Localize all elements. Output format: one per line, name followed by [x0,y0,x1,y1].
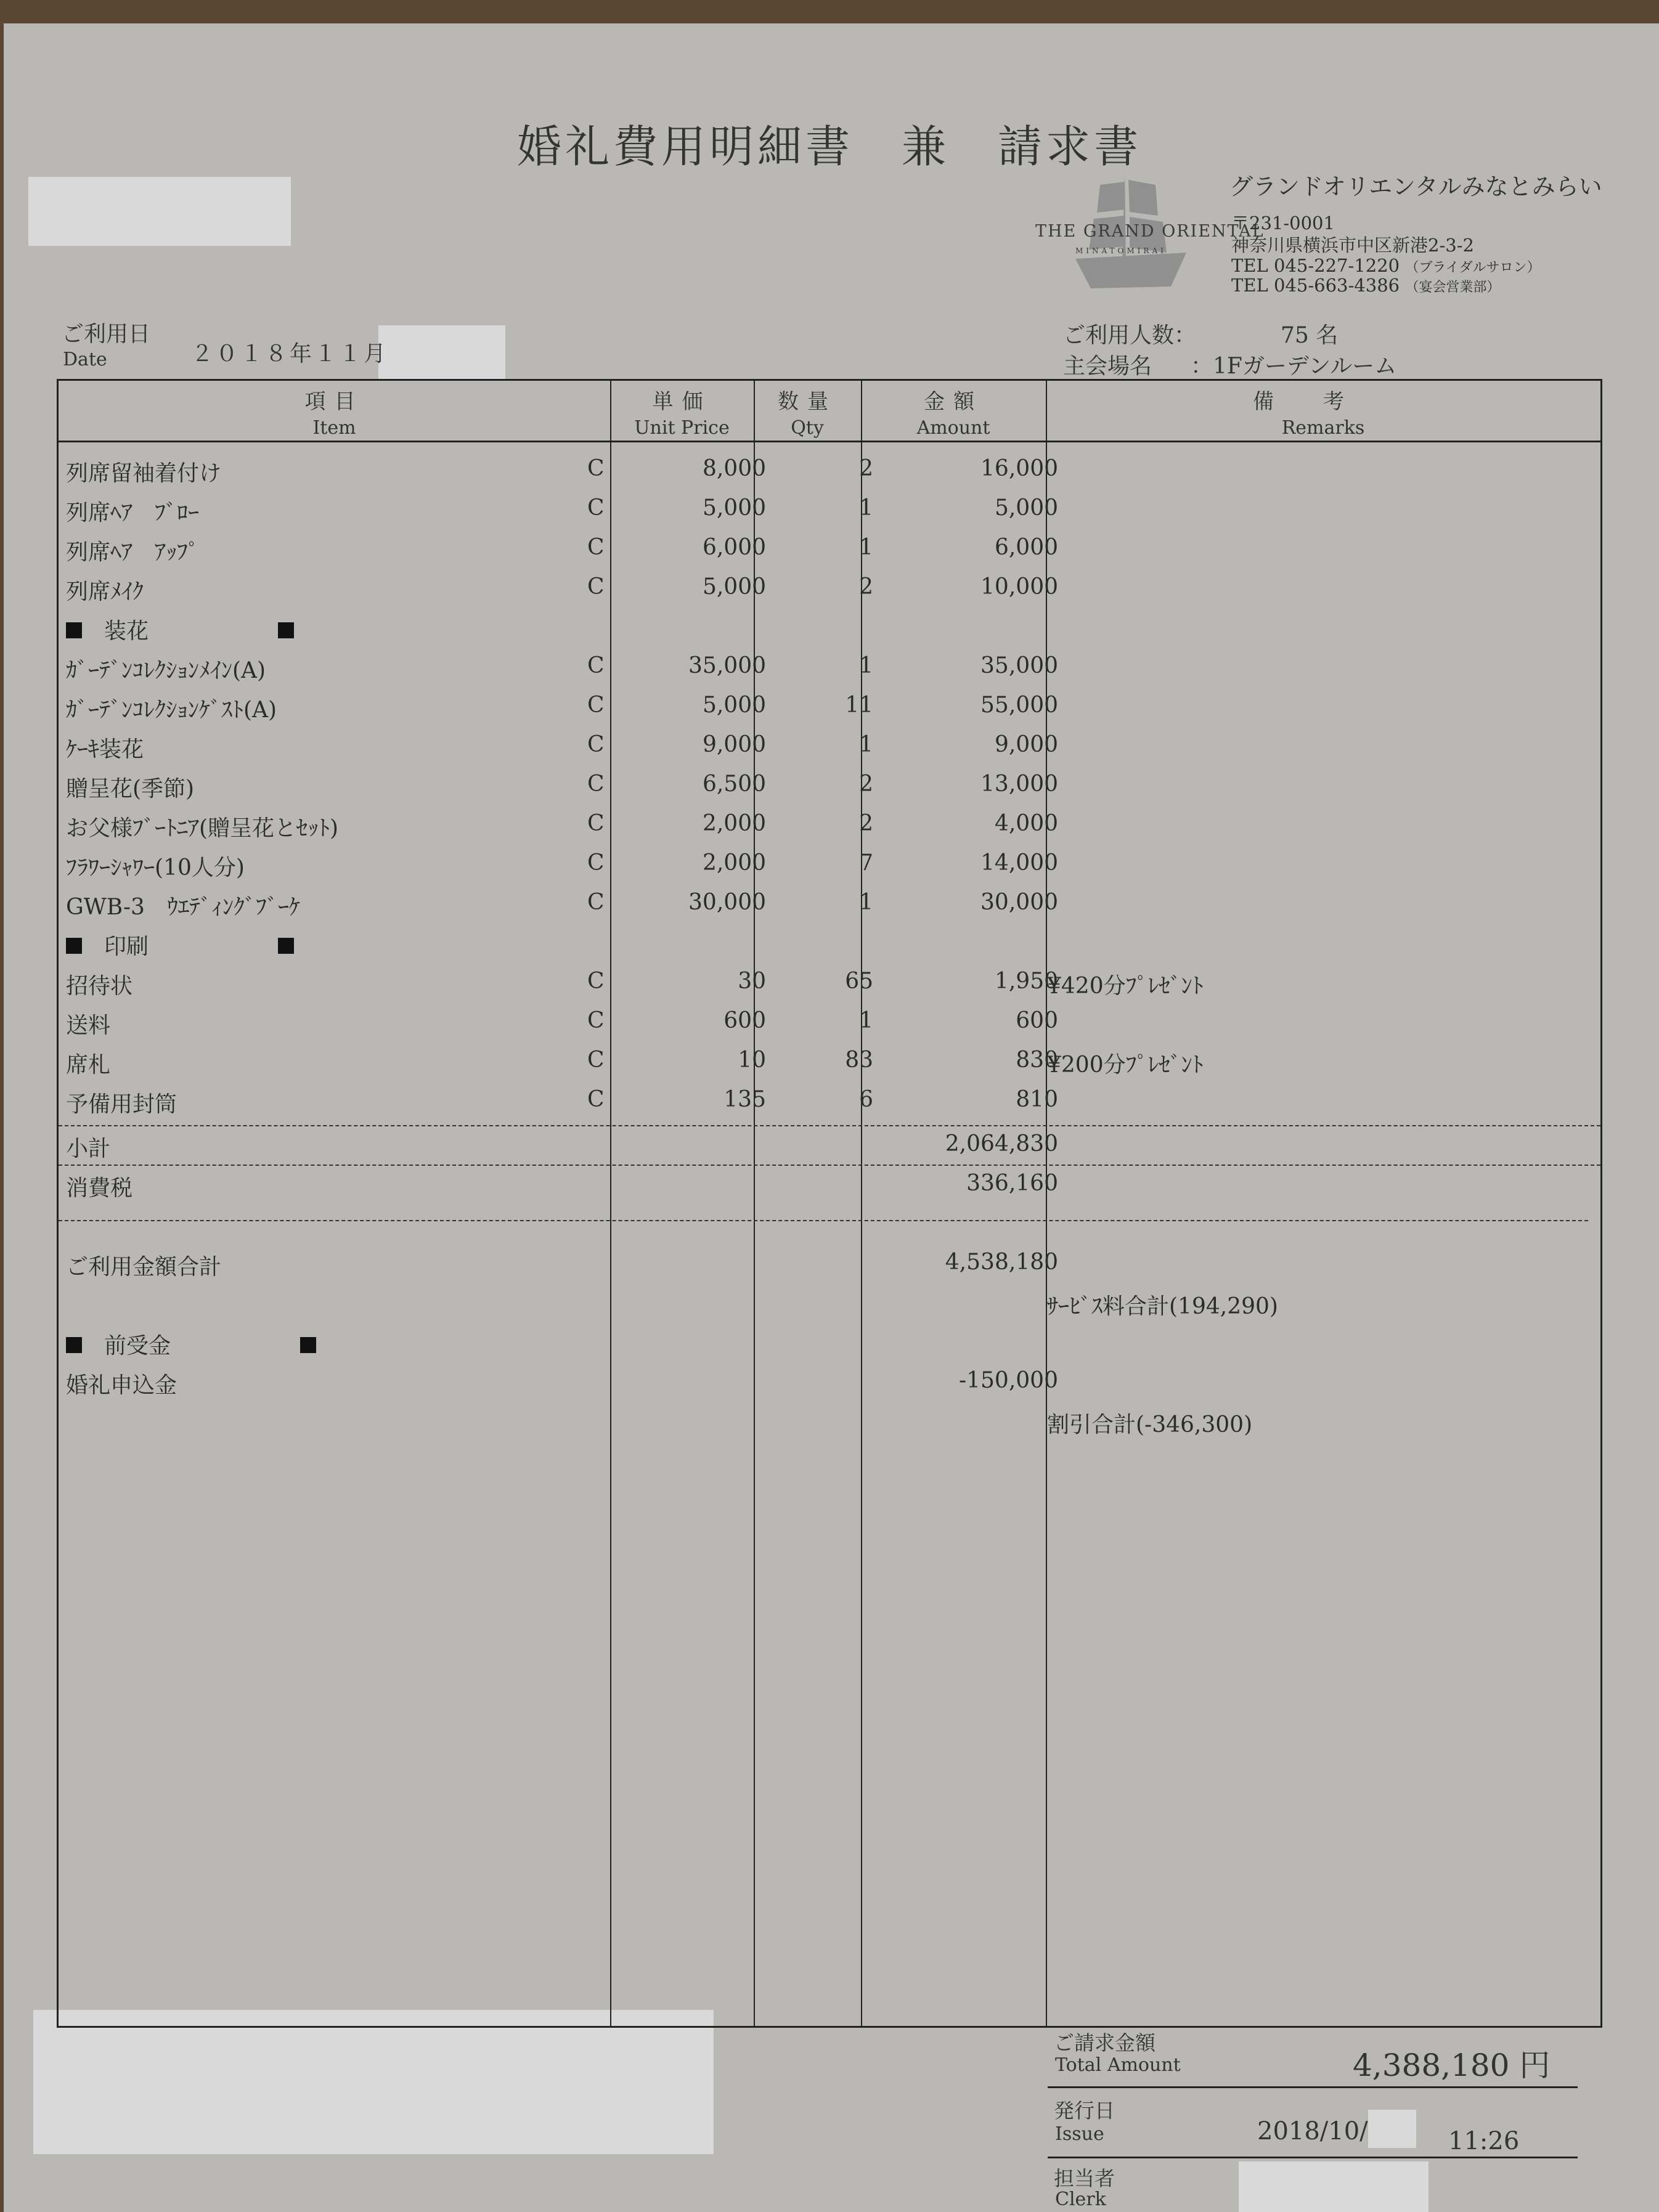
item-code: C [587,1008,605,1033]
item-name: ｶﾞｰﾃﾞﾝｺﾚｸｼｮﾝｹﾞｽﾄ(A) [66,697,277,723]
quantity: 7 [859,850,873,876]
section-heading: 印刷 [66,929,294,961]
company-address: 神奈川県横浜市中区新港2-3-2 [1231,235,1474,256]
unit-price: 35,000 [688,653,766,678]
quantity: 1 [859,653,873,678]
table-row [59,1041,1600,1081]
square-bullet-icon [66,1337,82,1353]
item-name: GWB-3 ｳｴﾃﾞｨﾝｸﾞﾌﾞｰｹ [66,895,300,920]
service-row [59,1283,1600,1322]
item-code: C [587,535,605,560]
unit-price: 30,000 [688,890,766,915]
quantity: 1 [859,732,873,757]
item-code: C [587,850,605,876]
subtotal-label: 小計 [66,1136,111,1161]
quantity: 1 [859,1008,873,1033]
table-row [59,686,1600,726]
item-code: C [587,771,605,797]
advance-section-row [59,1322,1600,1362]
service-note: ｻｰﾋﾞｽ料合計(194,290) [1047,1294,1278,1319]
unit-price: 6,500 [702,771,766,797]
issue-time: 11:26 [1448,2127,1520,2155]
item-name: 送料 [66,1013,111,1038]
unit-price: 2,000 [702,850,766,876]
item-code: C [587,653,605,678]
unit-price: 9,000 [702,732,766,757]
table-row [59,726,1600,765]
amount: 5,000 [994,495,1058,521]
total-divider [59,1220,1588,1221]
table-row [59,765,1600,805]
issue-label-en: Issue [1055,2123,1104,2145]
amount: 35,000 [980,653,1058,678]
header-remarks: 備考 Remarks [1253,389,1393,439]
tax-row [59,1165,1600,1204]
item-name: ｹｰｷ装花 [66,737,144,762]
redacted-customer-name [28,177,291,246]
unit-price: 6,000 [702,535,766,560]
item-name: 贈呈花(季節) [66,776,195,802]
remarks: ¥420分ﾌﾟﾚｾﾞﾝﾄ [1047,974,1204,999]
table-row [59,1002,1600,1041]
item-code: C [587,693,605,718]
discount-row [59,1401,1600,1441]
square-bullet-icon [300,1337,316,1353]
document-title: 婚礼費用明細書 兼 請求書 [516,121,1142,173]
section-row [59,608,1600,647]
unit-price: 5,000 [702,693,766,718]
section-heading: 前受金 [66,1328,316,1360]
billing-label-en: Total Amount [1055,2054,1181,2076]
clerk-label: 担当者 [1054,2166,1115,2190]
venue-label: 主会場名 [1063,354,1152,379]
amount: 55,000 [980,693,1058,718]
item-name: ﾌﾗﾜｰｼｬﾜｰ(10人分) [66,855,245,880]
billing-label: ご請求金額 [1054,2031,1156,2055]
total-label: ご利用金額合計 [66,1254,222,1280]
redacted-issue-day [1368,2110,1416,2148]
amount: 4,000 [994,811,1058,836]
deposit-row [59,1362,1600,1401]
item-code: C [587,574,605,600]
quantity: 1 [859,495,873,521]
item-name: 予備用封筒 [66,1092,177,1117]
header-divider [59,441,1600,442]
table-row [59,1081,1600,1120]
table-row [59,805,1600,844]
deposit-label: 婚礼申込金 [66,1373,177,1398]
subtotal-row [59,1125,1600,1165]
quantity: 1 [859,890,873,915]
unit-price: 10 [738,1047,766,1073]
footer-divider [1048,2157,1578,2158]
tel-bridal: TEL 045-227-1220 （ブライダルサロン） [1231,255,1541,276]
unit-price: 30 [738,969,766,994]
billing-amount: 4,388,180 円 [1353,2047,1551,2083]
amount: 830 [1016,1047,1058,1073]
redacted-customer-info [33,2010,714,2154]
quantity: 2 [859,574,873,600]
quantity: 2 [859,771,873,797]
amount: 810 [1016,1087,1058,1112]
section-heading: 装花 [66,614,294,645]
quantity: 65 [845,969,873,994]
amount: 16,000 [980,456,1058,481]
unit-price: 8,000 [702,456,766,481]
header-amount: 金額 Amount [916,389,990,439]
quantity: 1 [859,535,873,560]
unit-price: 600 [724,1008,766,1033]
issue-date: 2018/10/ [1257,2117,1368,2145]
discount-note: 割引合計(-346,300) [1047,1412,1253,1437]
table-row [59,844,1600,884]
table-row [59,529,1600,568]
item-name: 列席ﾍｱ ﾌﾞﾛｰ [66,500,200,526]
guests-value: 75 名 [1281,323,1339,348]
postal-code: 〒231-0001 [1231,213,1335,234]
item-name: 列席ﾍｱ ｱｯﾌﾟ [66,540,200,565]
company-name: グランドオリエンタルみなとみらい [1229,173,1602,200]
amount: 30,000 [980,890,1058,915]
section-row [59,923,1600,962]
item-name: 席札 [66,1052,111,1078]
venue-value: ：1Fガーデンルーム [1191,354,1397,379]
issue-label: 発行日 [1054,2099,1115,2123]
quantity: 83 [845,1047,873,1073]
total-row [59,1243,1600,1283]
date-label: ご利用日 [62,322,151,347]
table-row [59,489,1600,529]
clerk-label-en: Clerk [1055,2189,1106,2210]
unit-price: 5,000 [702,495,766,521]
table-row [59,568,1600,608]
quantity: 6 [859,1087,873,1112]
item-name: 招待状 [66,974,133,999]
redacted-clerk-name [1239,2161,1429,2212]
total-value: 4,538,180 [945,1250,1058,1275]
logo-subtext: MINATOMIRAI [1075,246,1167,255]
quantity: 2 [859,811,873,836]
tel-banquet: TEL 045-663-4386 （宴会営業部） [1231,275,1501,296]
unit-price: 2,000 [702,811,766,836]
header-unit-price: 単価 Unit Price [634,389,730,439]
item-name: お父様ﾌﾞｰﾄﾆｱ(贈呈花とｾｯﾄ) [66,816,339,841]
date-label-en: Date [63,349,107,370]
item-code: C [587,732,605,757]
header-item: 項目 Item [304,389,364,439]
table-row [59,884,1600,923]
quantity: 11 [845,693,873,718]
subtotal-value: 2,064,830 [945,1131,1058,1157]
amount: 14,000 [980,850,1058,876]
table-row [59,450,1600,489]
tax-value: 336,160 [966,1171,1058,1196]
amount: 13,000 [980,771,1058,797]
square-bullet-icon [66,622,82,638]
logo-text: THE GRAND ORIENTAL [1035,222,1265,241]
guests-label: ご利用人数： [1063,323,1197,348]
amount: 6,000 [994,535,1058,560]
item-code: C [587,1047,605,1073]
amount: 9,000 [994,732,1058,757]
item-name: ｶﾞｰﾃﾞﾝｺﾚｸｼｮﾝﾒｲﾝ(A) [66,658,266,683]
item-code: C [587,969,605,994]
deposit-value: -150,000 [958,1368,1058,1393]
footer-divider [1048,2086,1578,2088]
invoice-table [57,379,1602,2028]
remarks: ¥200分ﾌﾟﾚｾﾞﾝﾄ [1047,1052,1204,1078]
item-name: 列席留袖着付け [66,461,222,486]
redacted-date-day [378,325,505,381]
amount: 10,000 [980,574,1058,600]
table-row [59,962,1600,1002]
amount: 1,950 [994,969,1058,994]
square-bullet-icon [66,938,82,954]
item-code: C [587,456,605,481]
item-code: C [587,1087,605,1112]
item-name: 列席ﾒｲｸ [66,579,144,604]
item-code: C [587,811,605,836]
square-bullet-icon [278,938,294,954]
header-qty: 数量 Qty [778,389,837,439]
square-bullet-icon [278,622,294,638]
amount: 600 [1016,1008,1058,1033]
unit-price: 5,000 [702,574,766,600]
tax-label: 消費税 [66,1176,133,1201]
item-code: C [587,890,605,915]
table-row [59,647,1600,686]
unit-price: 135 [724,1087,766,1112]
quantity: 2 [859,456,873,481]
date-value: ２０１８年１１月 [191,341,389,367]
item-code: C [587,495,605,521]
